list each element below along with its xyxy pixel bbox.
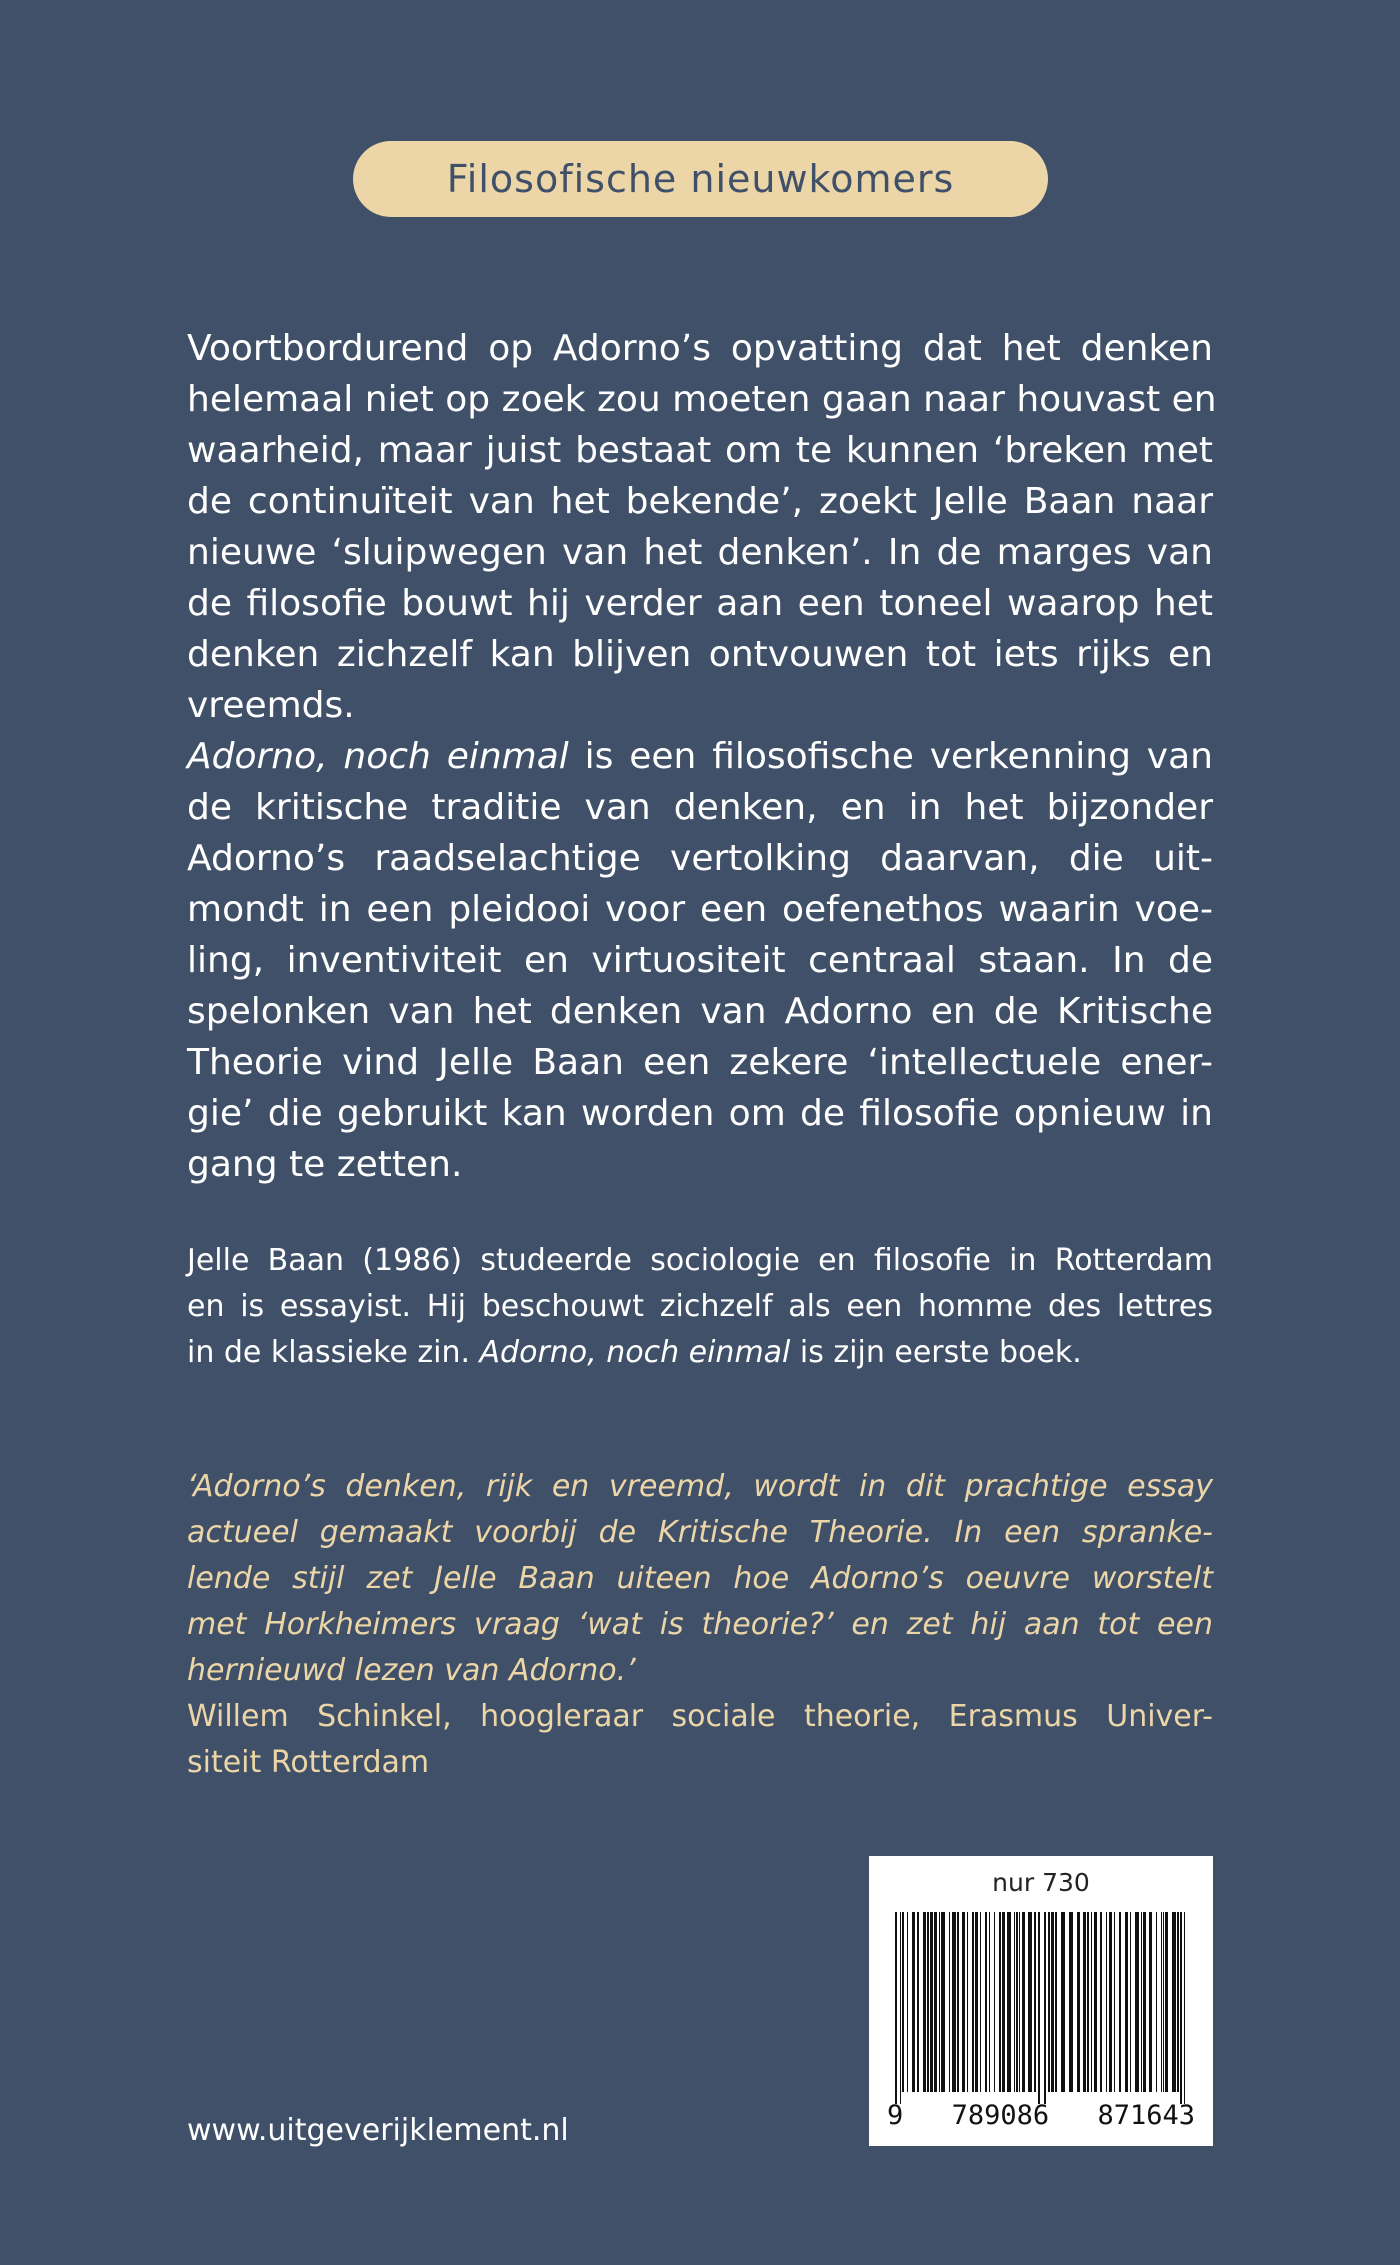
book-title: Adorno, noch einmal — [187, 736, 569, 777]
description-line: gang te zetten. — [187, 1144, 463, 1185]
book-description — [187, 323, 1217, 1190]
attribution-line: Willem Schinkel, hoogleraar sociale theorie, Erasmus Univer- — [187, 1699, 1213, 1734]
barcode-bar — [1048, 1912, 1050, 2092]
barcode-bar — [1055, 1912, 1057, 2092]
barcode-bar — [934, 1912, 937, 2092]
quote-line: hernieuwd lezen van Adorno.’ — [187, 1653, 636, 1688]
description-paragraph-1 — [187, 323, 1217, 731]
barcode-bar — [1125, 1912, 1128, 2092]
barcode-bar — [1114, 1912, 1115, 2092]
description-paragraph-2 — [187, 731, 1213, 1190]
description-line: ling, inventiviteit en virtuositeit centraal staan. In de — [187, 940, 1213, 981]
description-line: de continuïteit van het bekende’, zoekt Jelle Baan naar — [187, 481, 1213, 522]
barcode-bar — [1051, 1912, 1054, 2092]
barcode-bar — [1028, 1912, 1032, 2092]
barcode-bar — [985, 1912, 987, 2092]
barcode-bar — [1177, 1912, 1179, 2092]
barcode-bar — [1156, 1912, 1157, 2092]
barcode-bar — [1163, 1912, 1164, 2092]
quote-line: lende stijl zet Jelle Baan uiteen hoe Adorno’s oeuvre worstelt — [187, 1561, 1213, 1596]
attribution-line: siteit Rotterdam — [187, 1745, 430, 1780]
description-line: helemaal niet op zoek zou moeten gaan naar houvast en — [187, 379, 1217, 420]
bio-line: in de klassieke zin. Adorno, noch einmal is zijn eerste boek. — [187, 1335, 1082, 1370]
nur-code: nur 730 — [992, 1868, 1090, 1897]
barcode-bar — [1143, 1912, 1146, 2092]
barcode-bar — [917, 1912, 919, 2092]
description-line: de kritische traditie van denken, en in het bijzonder — [187, 787, 1213, 828]
barcode-bar — [923, 1912, 926, 2092]
barcode-bar — [957, 1912, 959, 2092]
description-line: Theorie vind Jelle Baan een zekere ‘intellectuele ener- — [187, 1042, 1213, 1083]
barcode-bar — [1069, 1912, 1073, 2092]
bio-line: Jelle Baan (1986) studeerde sociologie en filosofie in Rotterdam — [187, 1243, 1213, 1278]
barcode-bar — [967, 1912, 968, 2092]
description-line: mondt in een pleidooi voor een oefenethos waarin voe- — [187, 889, 1213, 930]
barcode-bar — [1038, 1912, 1040, 2104]
barcode-bar — [1119, 1912, 1121, 2092]
barcode-bar — [1034, 1912, 1036, 2092]
barcode-bar — [930, 1912, 933, 2092]
description-line: Adorno, noch einmal is een filosofische verkenning van — [187, 736, 1213, 777]
description-line: denken zichzelf kan blijven ontvouwen tot iets rijks en — [187, 634, 1213, 675]
isbn-number: 9 789086 871643 — [887, 2100, 1195, 2131]
description-line: spelonken van het denken van Adorno en de Kritische — [187, 991, 1213, 1032]
barcode-bar — [1135, 1912, 1139, 2092]
barcode-bar — [1149, 1912, 1152, 2092]
barcode-bar — [939, 1912, 940, 2092]
barcode-bar — [989, 1912, 990, 2092]
quote-line: ‘Adorno’s denken, rijk en vreemd, wordt in dit prachtige essay — [187, 1469, 1213, 1504]
description-line: Adorno’s raadselachtige vertolking daarvan, die uit- — [187, 838, 1213, 879]
barcode-bar — [1109, 1912, 1112, 2092]
barcode-bar — [1019, 1912, 1020, 2092]
barcode-bar — [912, 1912, 915, 2092]
book-title: Adorno, noch einmal — [479, 1335, 791, 1370]
barcode-bar — [902, 1912, 904, 2092]
barcode-bar — [1165, 1912, 1168, 2092]
barcode-bar — [1022, 1912, 1025, 2092]
review-quote — [187, 1464, 1213, 1786]
quote-text — [187, 1464, 1213, 1694]
description-line: nieuwe ‘sluipwegen van het denken’. In de marges van — [187, 532, 1213, 573]
barcode-bar — [907, 1912, 908, 2092]
bio-line: en is essayist. Hij beschouwt zichzelf als een homme des lettres — [187, 1289, 1213, 1324]
barcode-bar — [1083, 1912, 1086, 2092]
barcode-bar — [1007, 1912, 1011, 2092]
description-line: Voortbordurend op Adorno’s opvatting dat het denken — [187, 328, 1213, 369]
barcode-bar — [1180, 1912, 1182, 2104]
barcode-bar — [980, 1912, 981, 2092]
barcode-bar — [895, 1912, 897, 2104]
barcode-bar — [900, 1912, 901, 2104]
barcode-bar — [1100, 1912, 1102, 2092]
barcode-bar — [1161, 1912, 1162, 2092]
barcode-bar — [1141, 1912, 1142, 2092]
barcode-bar — [927, 1912, 929, 2092]
barcode-bar — [1016, 1912, 1018, 2092]
description-line: gie’ die gebruikt kan worden om de filosofie opnieuw in — [187, 1093, 1213, 1134]
author-bio — [187, 1238, 1213, 1376]
barcode-bar — [1091, 1912, 1092, 2092]
series-badge — [353, 141, 1048, 217]
barcode-bar — [975, 1912, 978, 2092]
barcode-bar — [1130, 1912, 1131, 2092]
barcode-bar — [1077, 1912, 1080, 2092]
description-line: de filosofie bouwt hij verder aan een toneel waarop het — [187, 583, 1213, 624]
barcode-bar — [1061, 1912, 1065, 2092]
barcode-bar — [1172, 1912, 1176, 2092]
series-label: Filosofische nieuwkomers — [446, 157, 955, 201]
barcode-bar — [999, 1912, 1001, 2092]
description-line: vreemds. — [187, 685, 355, 726]
barcode-bar — [994, 1912, 995, 2092]
barcode-bar — [1087, 1912, 1089, 2092]
barcode-bar — [1044, 1912, 1046, 2104]
barcode-bar — [1094, 1912, 1097, 2092]
barcode-bar — [952, 1912, 956, 2092]
barcode-bar — [949, 1912, 950, 2092]
barcode-bar — [1014, 1912, 1015, 2092]
description-line: waarheid, maar juist bestaat om te kunnen ‘breken met — [187, 430, 1213, 471]
quote-attribution — [187, 1694, 1213, 1786]
quote-line: met Horkheimers vraag ‘wat is theorie?’ en zet hij aan tot een — [187, 1607, 1213, 1642]
barcode-bar — [1106, 1912, 1107, 2092]
quote-line: actueel gemaakt voorbij de Kritische Theorie. In een spranke- — [187, 1515, 1213, 1550]
barcode — [869, 1856, 1213, 2146]
barcode-bar — [962, 1912, 965, 2092]
barcode-bar — [941, 1912, 945, 2092]
barcode-bar — [972, 1912, 974, 2092]
barcode-bar — [1184, 1912, 1185, 2104]
barcode-bar — [1002, 1912, 1005, 2092]
publisher-website: www.uitgeverijklement.nl — [187, 2113, 569, 2148]
